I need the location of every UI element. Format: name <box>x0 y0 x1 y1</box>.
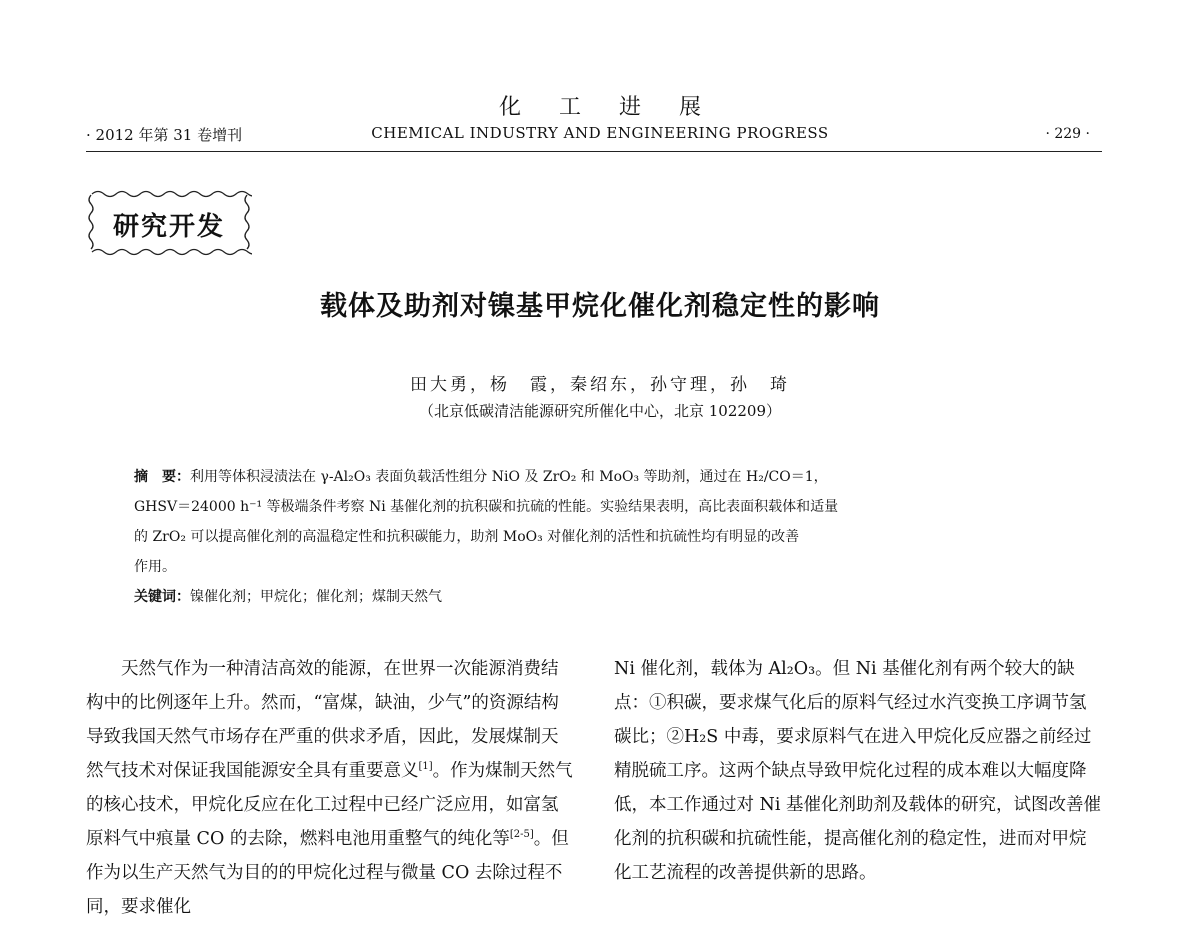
issue-info: · 2012 年第 31 卷增刊 <box>86 126 243 144</box>
paper-title: 载体及助剂对镍基甲烷化催化剂稳定性的影响 <box>320 291 880 322</box>
journal-title-cn: 化工进展 <box>498 95 739 120</box>
body-paragraph-right: Ni 催化剂，载体为 Al₂O₃。但 Ni 基催化剂有两个较大的缺点：①积碳，要求煤气化后的原料气经过水汽变换工序调节氢碳比；②H₂S 中毒，要求原料气在进入甲烷化反应器之前经过精脱硫工序。这两个缺点导致甲烷化过程的成本难以大幅度降低，本工作通过对 Ni 基催化剂助剂及载体的研究，试图改善催化剂的抗积碳和抗硫性能，提高催化剂的稳定性，进而对甲烷化工艺流程的改善提供新的思路。 <box>614 659 1102 883</box>
body-column-left <box>86 652 574 924</box>
keywords <box>134 582 1064 612</box>
journal-title-en: CHEMICAL INDUSTRY AND ENGINEERING PROGRESS <box>371 124 829 142</box>
abstract-line-4: 作用。 <box>134 559 176 575</box>
keywords-label: 关键词： <box>134 589 190 605</box>
abstract-line-2: GHSV＝24000 h⁻¹ 等极端条件考察 Ni 基催化剂的抗积碳和抗硫的性能。实验结果表明，高比表面积载体和适量 <box>134 499 839 515</box>
affiliation: （北京低碳清洁能源研究所催化中心，北京 102209） <box>418 402 782 420</box>
section-label: 研究开发 <box>112 212 225 242</box>
section-box <box>86 188 252 258</box>
abstract-label: 摘 要： <box>134 469 190 485</box>
citation-1: [1] <box>418 761 433 773</box>
authors: 田大勇，杨 霞，秦绍东，孙守理，孙 琦 <box>410 375 790 395</box>
header-rule <box>86 151 1102 152</box>
abstract <box>134 462 1064 612</box>
keywords-text: 镍催化剂；甲烷化；催化剂；煤制天然气 <box>190 589 442 605</box>
page-number: · 229 · <box>1045 126 1090 142</box>
body-column-right <box>614 652 1102 890</box>
abstract-line-1: 摘 要：利用等体积浸渍法在 γ-Al₂O₃ 表面负载活性组分 NiO 及 ZrO₂ 和 MoO₃ 等助剂，通过在 H₂/CO＝1， <box>134 469 828 485</box>
abstract-line-3: 的 ZrO₂ 可以提高催化剂的高温稳定性和抗积碳能力，助剂 MoO₃ 对催化剂的活性和抗硫性均有明显的改善 <box>134 529 800 545</box>
body-paragraph-left: 天然气作为一种清洁高效的能源，在世界一次能源消费结构中的比例逐年上升。然而，“富煤，缺油，少气”的资源结构导致我国天然气市场存在严重的供求矛盾，因此，发展煤制天然气技术对保证我国能源安全具有重要意义[1]。作为煤制天然气的核心技术，甲烷化反应在化工过程中已经广泛应用，如富氢原料气中痕量 CO 的去除，燃料电池用重整气的纯化等[2-5]。但作为以生产天然气为目的的甲烷化过程与微量 CO 去除过程不同，要求催化 <box>86 659 573 917</box>
citation-2-5: [2-5] <box>509 829 534 841</box>
